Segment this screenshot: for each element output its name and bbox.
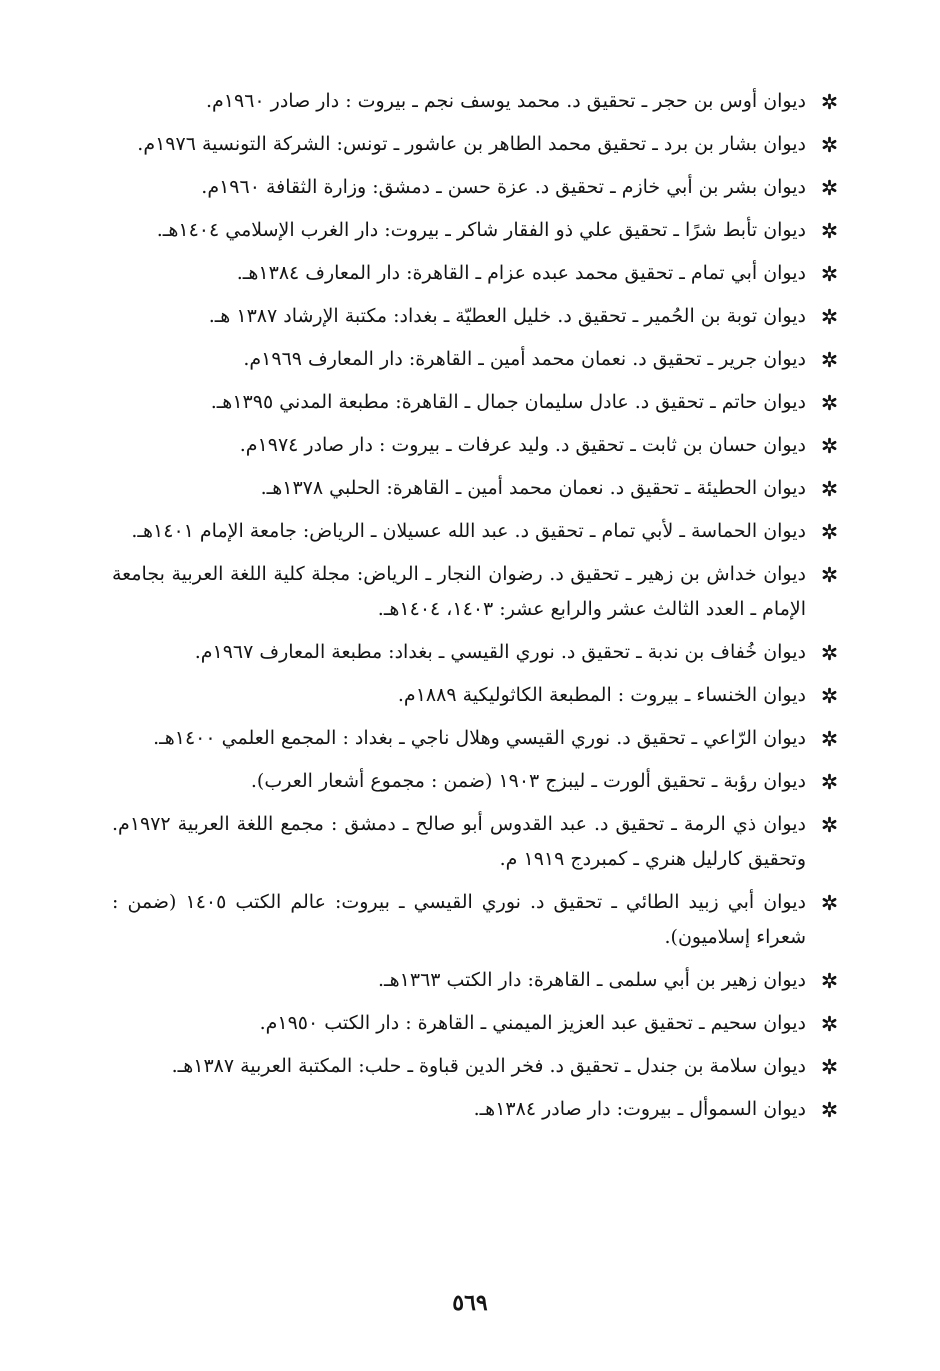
bibliography-entry [112,213,842,248]
asterisk-ornament-icon [816,807,842,842]
bibliography-entry [112,1049,842,1084]
asterisk-ornament-icon [816,385,842,420]
bibliography-entry [112,1092,842,1127]
bibliography-entry [112,721,842,756]
asterisk-ornament-icon [816,764,842,799]
entry-text: ديوان خُفاف بن ندبة ـ تحقيق د. نوري القيسي ـ بغداد: مطبعة المعارف ١٩٦٧م. [194,641,806,663]
entry-text: ديوان توبة بن الحُمير ـ تحقيق د. خليل العطيّة ـ بغداد: مكتبة الإرشاد ١٣٨٧ هـ. [208,305,806,327]
bibliography-entry [112,256,842,291]
asterisk-ornament-icon [816,1092,842,1127]
entry-text: ديوان ذي الرمة ـ تحقيق د. عبد القدوس أبو صالح ـ دمشق : مجمع اللغة العربية ١٩٧٢م. وتحقيق كارليل هنري ـ كمبردج ١٩١٩ م. [112,813,806,870]
entry-text: ديوان رؤبة ـ تحقيق ألورت ـ ليبزج ١٩٠٣ (ضمن : مجموع أشعار العرب). [250,770,806,792]
bibliography-entry [112,764,842,799]
bibliography-entry [112,471,842,506]
page-number: ٥٦٩ [452,1290,488,1316]
asterisk-ornament-icon [816,342,842,377]
asterisk-ornament-icon [816,213,842,248]
asterisk-ornament-icon [816,84,842,119]
entry-text: ديوان جرير ـ تحقيق د. نعمان محمد أمين ـ القاهرة: دار المعارف ١٩٦٩م. [243,348,806,370]
bibliography-entry [112,514,842,549]
asterisk-ornament-icon [816,127,842,162]
asterisk-ornament-icon [816,635,842,670]
entry-text: ديوان الحماسة ـ لأبي تمام ـ تحقيق د. عبد الله عسيلان ـ الرياض: جامعة الإمام ١٤٠١هـ. [131,520,806,542]
entry-text: ديوان بشار بن برد ـ تحقيق محمد الطاهر بن عاشور ـ تونس: الشركة التونسية ١٩٧٦م. [137,133,806,155]
asterisk-ornament-icon [816,557,842,592]
bibliography-entry [112,885,842,955]
bibliography-entry [112,170,842,205]
bibliography-list [112,84,842,1135]
bibliography-entry [112,678,842,713]
asterisk-ornament-icon [816,1049,842,1084]
asterisk-ornament-icon [816,721,842,756]
bibliography-entry [112,807,842,877]
entry-text: ديوان بشر بن أبي خازم ـ تحقيق د. عزة حسن ـ دمشق: وزارة الثقافة ١٩٦٠م. [201,176,806,198]
entry-text: ديوان حاتم ـ تحقيق د. عادل سليمان جمال ـ القاهرة: مطبعة المدني ١٣٩٥هـ. [210,391,806,413]
entry-text: ديوان أبي تمام ـ تحقيق محمد عبده عزام ـ القاهرة: دار المعارف ١٣٨٤هـ. [236,262,806,284]
bibliography-entry [112,635,842,670]
bibliography-entry [112,385,842,420]
bibliography-entry [112,557,842,627]
asterisk-ornament-icon [816,428,842,463]
entry-text: ديوان سلامة بن جندل ـ تحقيق د. فخر الدين قباوة ـ حلب: المكتبة العربية ١٣٨٧هـ. [171,1055,806,1077]
bibliography-entry [112,299,842,334]
entry-text: ديوان حسان بن ثابت ـ تحقيق د. وليد عرفات ـ بيروت : دار صادر ١٩٧٤م. [239,434,806,456]
bibliography-entry [112,963,842,998]
entry-text: ديوان الرّاعي ـ تحقيق د. نوري القيسي وهلال ناجي ـ بغداد : المجمع العلمي ١٤٠٠هـ. [153,727,806,749]
asterisk-ornament-icon [816,678,842,713]
asterisk-ornament-icon [816,170,842,205]
asterisk-ornament-icon [816,471,842,506]
entry-text: ديوان زهير بن أبي سلمى ـ القاهرة: دار الكتب ١٣٦٣هـ. [378,969,806,991]
entry-text: ديوان الحطيئة ـ تحقيق د. نعمان محمد أمين ـ القاهرة: الحلبي ١٣٧٨هـ. [260,477,806,499]
asterisk-ornament-icon [816,1006,842,1041]
entry-text: ديوان تأبط شرًا ـ تحقيق علي ذو الفقار شاكر ـ بيروت: دار الغرب الإسلامي ١٤٠٤هـ. [156,219,806,241]
entry-text: ديوان الخنساء ـ بيروت : المطبعة الكاثوليكية ١٨٨٩م. [397,684,806,706]
entry-text: ديوان السموأل ـ بيروت: دار صادر ١٣٨٤هـ. [473,1098,806,1120]
entry-text: ديوان أبي زبيد الطائي ـ تحقيق د. نوري القيسي ـ بيروت: عالم الكتب ١٤٠٥ (ضمن : شعراء إسلاميون). [112,891,806,948]
bibliography-entry [112,342,842,377]
bibliography-entry [112,1006,842,1041]
asterisk-ornament-icon [816,256,842,291]
entry-text: ديوان أوس بن حجر ـ تحقيق د. محمد يوسف نجم ـ بيروت : دار صادر ١٩٦٠م. [205,90,806,112]
entry-text: ديوان خداش بن زهير ـ تحقيق د. رضوان النجار ـ الرياض: مجلة كلية اللغة العربية بجامعة الإمام ـ العدد الثالث عشر والرابع عشر: ١٤٠٣، ١٤٠٤هـ. [112,563,807,620]
entry-text: ديوان سحيم ـ تحقيق عبد العزيز الميمني ـ القاهرة : دار الكتب ١٩٥٠م. [259,1012,806,1034]
asterisk-ornament-icon [816,963,842,998]
bibliography-entry [112,127,842,162]
asterisk-ornament-icon [816,514,842,549]
bibliography-entry [112,84,842,119]
asterisk-ornament-icon [816,885,842,920]
bibliography-entry [112,428,842,463]
asterisk-ornament-icon [816,299,842,334]
